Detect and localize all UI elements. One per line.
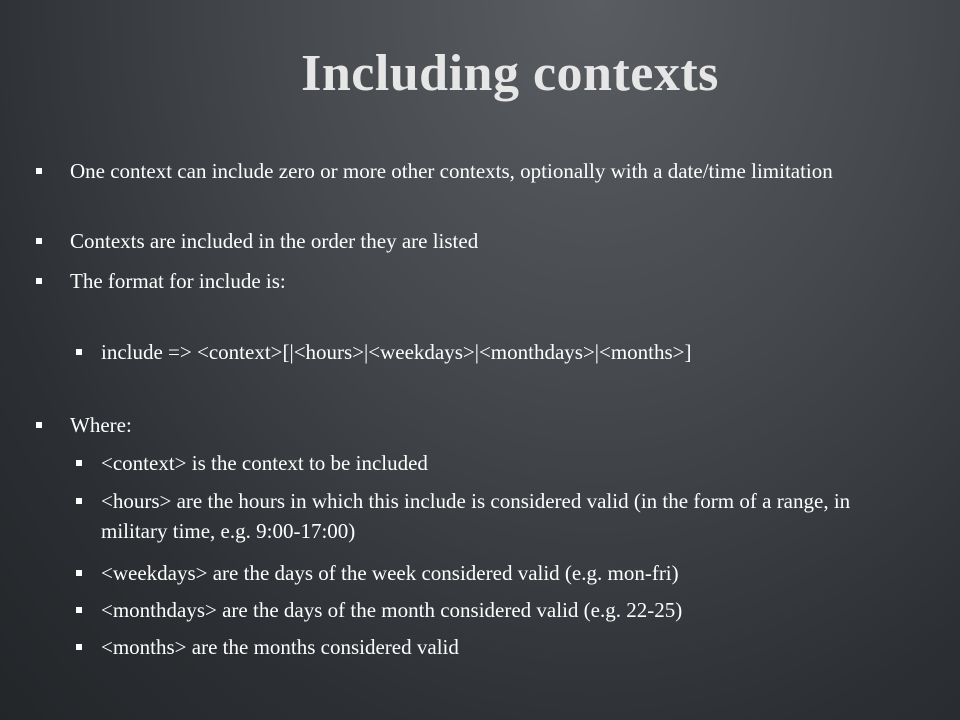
bullet-text: Where: [70, 413, 132, 437]
square-bullet-icon [76, 607, 82, 613]
sub-bullet-item [101, 558, 921, 588]
sub-bullet-item [101, 337, 921, 367]
square-bullet-icon [76, 644, 82, 650]
square-bullet-icon [76, 460, 82, 466]
slide-title: Including contexts [301, 45, 719, 102]
square-bullet-icon [36, 168, 42, 174]
bullet-text: <monthdays> are the days of the month considered valid (e.g. 22-25) [101, 598, 683, 622]
bullet-item [70, 266, 870, 296]
bullet-text: <months> are the months considered valid [101, 635, 459, 659]
bullet-text: <hours> are the hours in which this include is considered valid (in the form of a range, in military time, e.g. 9:00-17:00) [101, 489, 851, 543]
square-bullet-icon [36, 238, 42, 244]
bullet-item [70, 226, 870, 256]
bullet-text: Contexts are included in the order they are listed [70, 229, 479, 253]
bullet-text: include => <context>[|<hours>|<weekdays>|<monthdays>|<months>] [101, 340, 692, 364]
bullet-text: <context> is the context to be included [101, 451, 428, 475]
sub-bullet-item [101, 632, 921, 662]
bullet-item [70, 410, 870, 440]
bullet-text: The format for include is: [70, 269, 286, 293]
bullet-text: One context can include zero or more other contexts, optionally with a date/time limitation [70, 159, 833, 183]
square-bullet-icon [76, 349, 82, 355]
bullet-text: <weekdays> are the days of the week considered valid (e.g. mon-fri) [101, 561, 679, 585]
square-bullet-icon [36, 278, 42, 284]
square-bullet-icon [36, 422, 42, 428]
square-bullet-icon [76, 570, 82, 576]
bullet-item [70, 156, 870, 186]
sub-bullet-item [101, 448, 921, 478]
square-bullet-icon [76, 498, 82, 504]
sub-bullet-item [101, 486, 921, 546]
sub-bullet-item [101, 595, 921, 625]
